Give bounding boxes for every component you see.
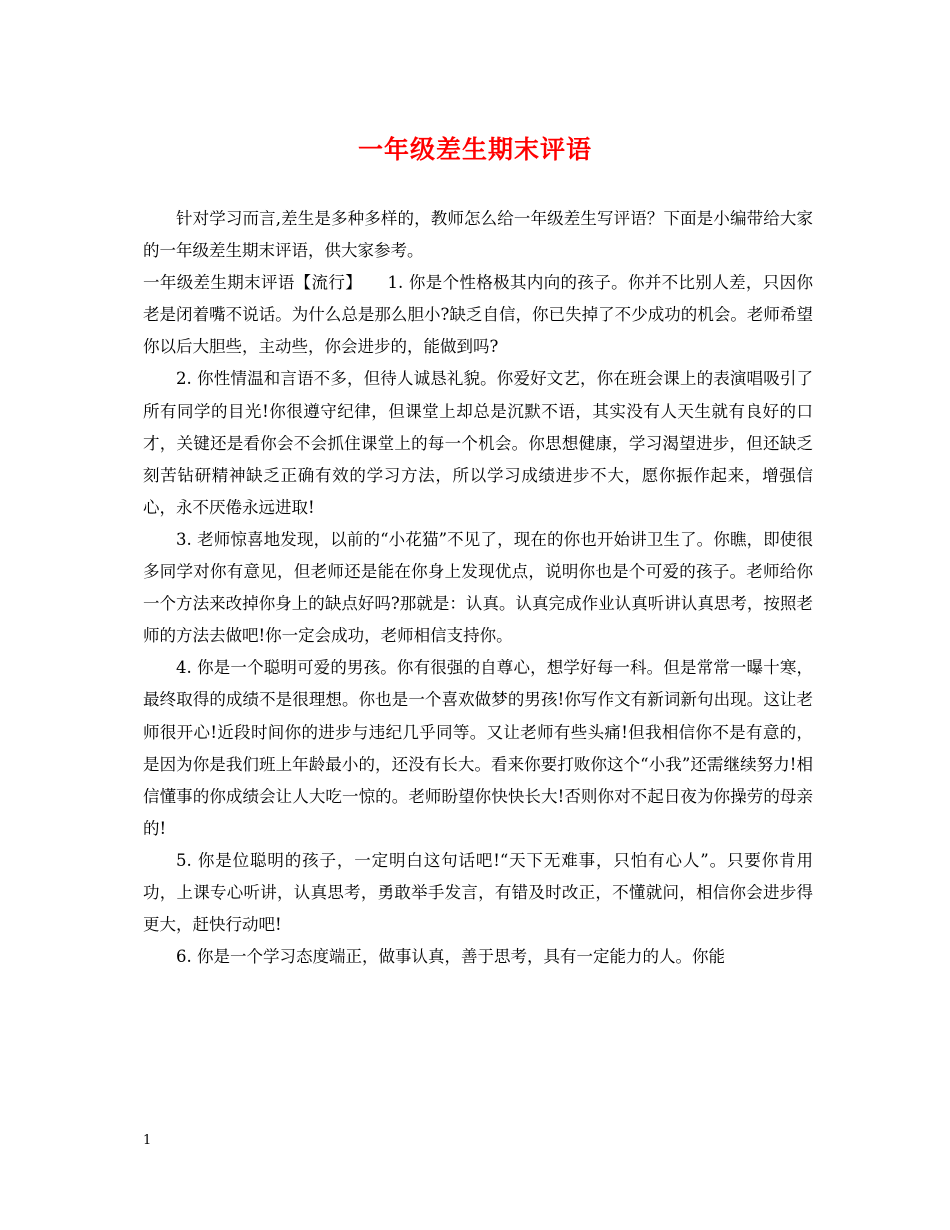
intro-paragraph: 针对学习而言,差生是多种多样的，教师怎么给一年级差生写评语？下面是小编带给大家的一年级差生期末评语，供大家参考。 [143, 209, 813, 261]
comment-item-2: 2. 你性情温和言语不多，但待人诚恳礼貌。你爱好文艺，你在班会课上的表演唱吸引了所有同学的目光!你很遵守纪律，但课堂上却总是沉默不语，其实没有人天生就有良好的口才，关键还是看你会不会抓住课堂上的每一个机会。你思想健康，学习渴望进步，但还缺乏刻苦钻研精神缺乏正确有效的学习方法，所以学习成绩进步不大，愿你振作起来，增强信心，永不厌倦永远进取! [143, 369, 813, 517]
document-body [143, 203, 813, 973]
comment-item-3: 3. 老师惊喜地发现，以前的“小花猫”不见了，现在的你也开始讲卫生了。你瞧，即使很多同学对你有意见，但老师还是能在你身上发现优点，说明你也是个可爱的孩子。老师给你一个方法来改掉你身上的缺点好吗?那就是：认真。认真完成作业认真听讲认真思考，按照老师的方法去做吧!你一定会成功，老师相信支持你。 [143, 529, 813, 646]
comment-item-1: 一年级差生期末评语【流行】 1. 你是个性格极其内向的孩子。你并不比别人差，只因你老是闭着嘴不说话。为什么总是那么胆小?缺乏自信，你已失掉了不少成功的机会。老师希望你以后大胆些，主动些，你会进步的，能做到吗? [143, 273, 813, 357]
comment-item-5: 5. 你是位聪明的孩子，一定明白这句话吧!“天下无难事，只怕有心人”。只要你肯用功，上课专心听讲，认真思考，勇敢举手发言，有错及时改正，不懂就问，相信你会进步得更大，赶快行动吧! [143, 850, 813, 935]
page-number: 1 [143, 1133, 152, 1148]
comment-item-6: 6. 你是一个学习态度端正，做事认真，善于思考，具有一定能力的人。你能 [176, 947, 725, 967]
comment-item-4: 4. 你是一个聪明可爱的男孩。你有很强的自尊心，想学好每一科。但是常常一曝十寒，最终取得的成绩不是很理想。你也是一个喜欢做梦的男孩!你写作文有新词新句出现。这让老师很开心!近段时间你的进步与违纪几乎同等。又让老师有些头痛!但我相信你不是有意的，是因为你是我们班上年龄最小的，还没有长大。看来你要打败你这个“小我”还需继续努力!相信懂事的你成绩会让人大吃一惊的。老师盼望你快快长大!否则你对不起日夜为你操劳的母亲的! [143, 658, 813, 838]
document-title: 一年级差生期末评语 [357, 135, 592, 164]
